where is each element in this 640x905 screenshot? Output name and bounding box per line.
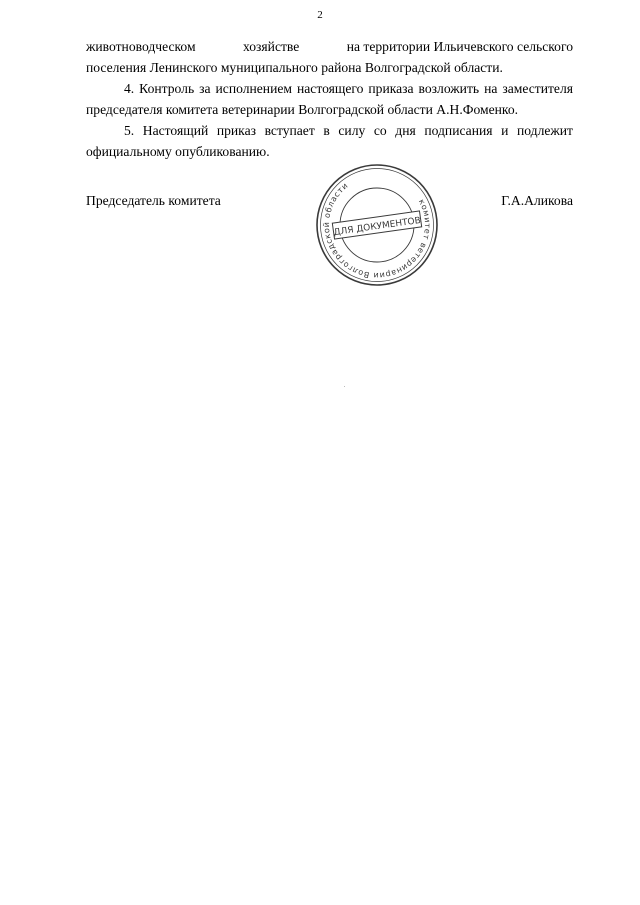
scan-speck (344, 386, 345, 387)
seal-center-text: ДЛЯ ДОКУМЕНТОВ (333, 215, 422, 239)
paragraph-line-2: поселения Ленинского муниципального района Волгоградской области. (86, 60, 503, 75)
seal-ring-text: комитет ветеринарии Волгоградской области (321, 180, 433, 281)
paragraph-4: 4. Контроль за исполнением настоящего приказа возложить на заместителя председателя комитета ветеринарии Волгоградской области А.Н.Фоменко. (86, 81, 573, 117)
text-fragment: хозяйстве (242, 39, 300, 54)
signer-title: Председатель комитета (86, 193, 221, 208)
document-body (86, 36, 573, 162)
paragraph-line-1 (86, 36, 573, 57)
paragraph-5: 5. Настоящий приказ вступает в силу со дня подписания и подлежит официальному опубликованию. (86, 123, 573, 159)
text-fragment: на территории Ильичевского сельского (346, 39, 573, 54)
page-number: 2 (317, 9, 323, 21)
signer-name: Г.А.Аликова (501, 193, 573, 208)
text-fragment: животноводческом (86, 39, 196, 54)
paragraph-3-continuation (86, 36, 573, 78)
official-seal (312, 160, 442, 290)
